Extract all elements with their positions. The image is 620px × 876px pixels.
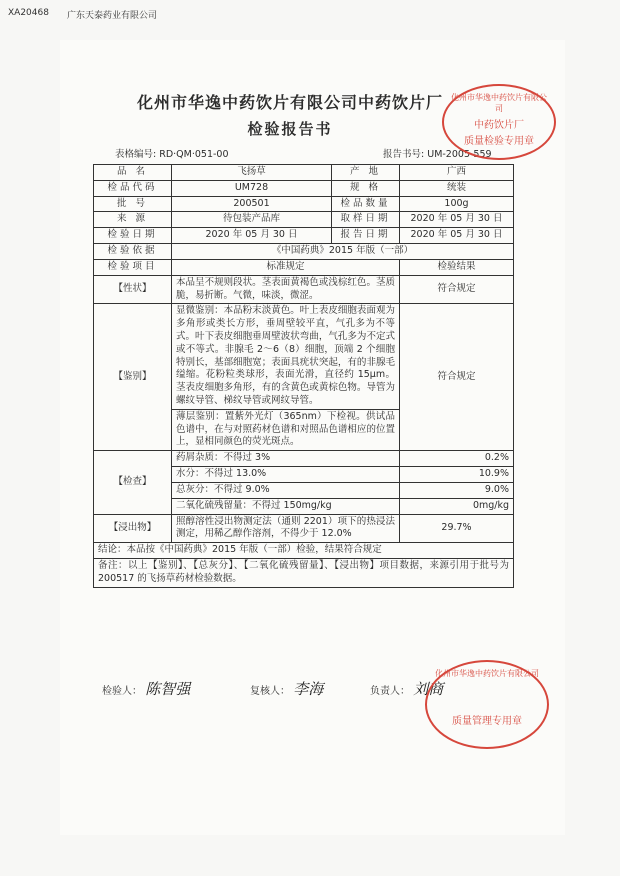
check-item-text: 总灰分：不得过 9.0% [172, 482, 400, 498]
table-row [94, 304, 514, 410]
header-strip [8, 8, 157, 21]
source-label: 来 源 [94, 212, 172, 228]
table-header-row [94, 259, 514, 275]
seal-line: 质量管理专用章 [452, 716, 522, 727]
qty-label: 检品数量 [332, 196, 400, 212]
table-row [94, 244, 514, 260]
appearance-label: 【性状】 [94, 275, 172, 304]
reviewer-signature [250, 678, 323, 699]
basis-value: 《中国药典》2015 年版（一部） [172, 244, 514, 260]
inspector-label: 检验人： [102, 686, 142, 697]
seal-arc-text: 化州市华逸中药饮片有限公司 [451, 93, 547, 113]
report-number-label: 报告书号: [383, 149, 425, 160]
result-header: 检验结果 [400, 259, 514, 275]
report-subtitle: 检验报告书 [247, 120, 333, 138]
test-date-value: 2020 年 05 月 30 日 [172, 228, 332, 244]
identify-label: 【鉴别】 [94, 304, 172, 451]
product-name-value: 飞扬草 [172, 165, 332, 181]
check-item-result: 0.2% [400, 451, 514, 467]
report-number-value: UM-2005-559 [427, 149, 492, 160]
responsible-name: 刘商 [413, 680, 444, 698]
item-header: 检验项目 [94, 259, 172, 275]
responsible-label: 负责人： [370, 686, 410, 697]
spec-label: 规 格 [332, 180, 400, 196]
form-number-value: RD·QM·051-00 [159, 149, 229, 160]
table-row [94, 165, 514, 181]
form-number [115, 146, 229, 160]
identify-micro-text: 显微鉴别：本品粉末淡黄色。叶上表皮细胞表面观为多角形或类长方形，垂周壁较平直，气孔多为不等式。叶下表皮细胞垂周壁波状弯曲，气孔多为不定式或不等式。非腺毛 2～6（8）细胞，顶端 2 个细胞特别长，基部细胞宽；表面具疣状突起，有的非腺毛缢缩。花粉粒类球形，表面光滑，直径约 15μm。茎表皮细胞多角形，有的含黄色或黄棕色物。导管为螺纹导管、梯纹导管或网纹导管。 [172, 304, 400, 410]
sample-date-label: 取样日期 [332, 212, 400, 228]
form-number-label: 表格编号: [115, 149, 157, 160]
spec-value: 统装 [400, 180, 514, 196]
inspector-name: 陈智强 [145, 680, 191, 698]
company-name: 广东天泰药业有限公司 [66, 11, 157, 21]
seal-arc-text: 化州市华逸中药饮片有限公司 [435, 669, 539, 678]
check-item-result: 10.9% [400, 467, 514, 483]
test-date-label: 检验日期 [94, 228, 172, 244]
code-value: UM728 [172, 180, 332, 196]
table-row [94, 543, 514, 559]
check-item-text: 二氧化硫残留量：不得过 150mg/kg [172, 498, 400, 514]
appearance-result: 符合规定 [400, 275, 514, 304]
product-name-label: 品 名 [94, 165, 172, 181]
identify-result: 符合规定 [400, 304, 514, 451]
sample-date-value: 2020 年 05 月 30 日 [400, 212, 514, 228]
seal-line: 中药饮片厂 [474, 120, 524, 131]
extract-label: 【浸出物】 [94, 514, 172, 543]
origin-label: 产 地 [332, 165, 400, 181]
reviewer-name: 李海 [293, 680, 324, 698]
identify-tlc-text: 薄层鉴别：置紫外光灯（365nm）下检视。供试品色谱中，在与对照药材色谱和对照品色谱相应的位置上，显相同颜色的荧光斑点。 [172, 409, 400, 450]
table-row [94, 180, 514, 196]
basis-label: 检验依据 [94, 244, 172, 260]
seal-line: 质量检验专用章 [464, 136, 534, 147]
table-row [94, 451, 514, 467]
quality-management-seal [425, 660, 549, 749]
report-date-value: 2020 年 05 月 30 日 [400, 228, 514, 244]
table-row [94, 228, 514, 244]
report-date-label: 报告日期 [332, 228, 400, 244]
extract-text: 照醇溶性浸出物测定法（通则 2201）项下的热浸法测定，用稀乙醇作溶剂，不得少于 12.0% [172, 514, 400, 543]
check-item-text: 水分：不得过 13.0% [172, 467, 400, 483]
code-label: 检品代码 [94, 180, 172, 196]
remark: 备注：以上【鉴别】、【总灰分】、【二氧化硫残留量】、【浸出物】项目数据，来源引用于批号为 200517 的飞扬草药材检验数据。 [94, 558, 514, 587]
conclusion: 结论：本品按《中国药典》2015 年版（一部）检验，结果符合规定 [94, 543, 514, 559]
table-row [94, 196, 514, 212]
inspector-signature [102, 678, 190, 699]
batch-label: 批 号 [94, 196, 172, 212]
standard-header: 标准规定 [172, 259, 400, 275]
doc-code: XA20468 [8, 8, 49, 18]
table-row [94, 514, 514, 543]
qty-value: 100g [400, 196, 514, 212]
report-table [93, 164, 514, 588]
check-label: 【检查】 [94, 451, 172, 514]
table-row [94, 558, 514, 587]
quality-inspection-seal [442, 84, 556, 160]
check-item-text: 药屑杂质：不得过 3% [172, 451, 400, 467]
extract-result: 29.7% [400, 514, 514, 543]
check-item-result: 0mg/kg [400, 498, 514, 514]
table-row [94, 212, 514, 228]
source-value: 待包装产品库 [172, 212, 332, 228]
appearance-text: 本品呈不规则段状。茎表面黄褐色或浅棕红色。茎质脆，易折断。气微，味淡，微涩。 [172, 275, 400, 304]
reviewer-label: 复核人： [250, 686, 290, 697]
batch-value: 200501 [172, 196, 332, 212]
check-item-result: 9.0% [400, 482, 514, 498]
table-row [94, 275, 514, 304]
origin-value: 广西 [400, 165, 514, 181]
report-title: 化州市华逸中药饮片有限公司中药饮片厂 [136, 93, 443, 112]
